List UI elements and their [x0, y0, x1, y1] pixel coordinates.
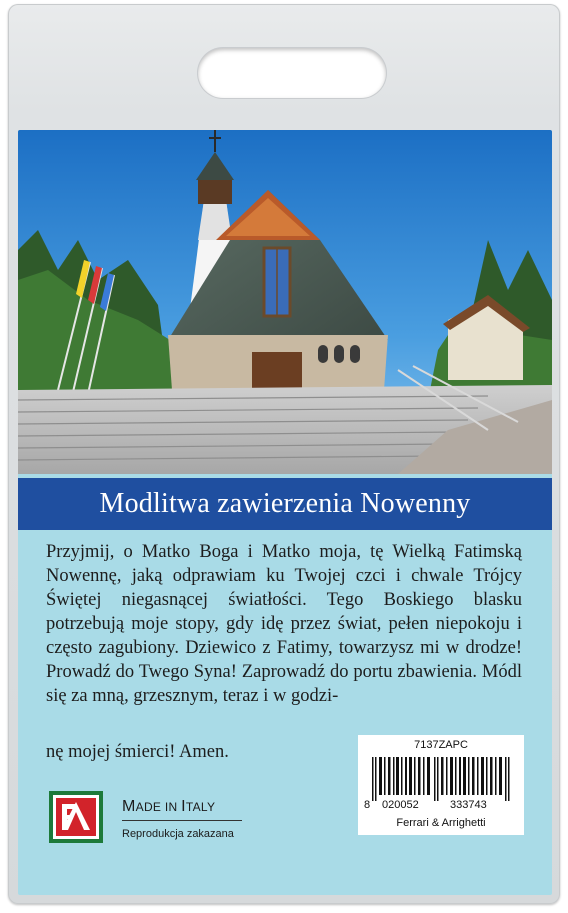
brand-name: Ferrari & Arrighetti	[396, 817, 486, 829]
made-in-italy: MADE IN ITALY	[122, 798, 216, 815]
barcode-digits-left: 020052	[382, 799, 419, 811]
product-code: 7137ZAPC	[414, 739, 468, 751]
ferrari-arrighetti-logo	[48, 790, 104, 844]
title-bar	[18, 478, 552, 530]
card-title: Modlitwa zawierzenia Nowenny	[99, 488, 471, 519]
church-photo	[18, 130, 552, 474]
prayer-text: Przyjmij, o Matko Boga i Matko moja, tę Wielką Fatimską Nowennę, jaką odprawiam ku Twojej czci i chwale Trójcy Świętej niegasnącej światłości. Tego Boskiego blasku potrzebują moje stopy, gdy idę przez świat, pełen niepokoju i często zagubiony. Dziewico z Fatimy, towarzysz mi w drodze! Prowadź do Twego Syna! Zaprowadź do portu zbawienia. Módl się za mną, grzesznym, teraz i w godzi-	[46, 542, 522, 706]
prayer-text-ending: nę mojej śmierci! Amen.	[46, 742, 229, 762]
made-in-divider	[122, 820, 242, 821]
prayer-card	[18, 130, 552, 895]
hang-hole	[198, 48, 386, 98]
barcode-label	[358, 735, 524, 835]
barcode-digits-right: 333743	[450, 799, 487, 811]
barcode-bars	[372, 757, 510, 801]
barcode-digit-first: 8	[364, 799, 371, 811]
reproduction-notice: Reprodukcja zakazana	[122, 828, 234, 840]
